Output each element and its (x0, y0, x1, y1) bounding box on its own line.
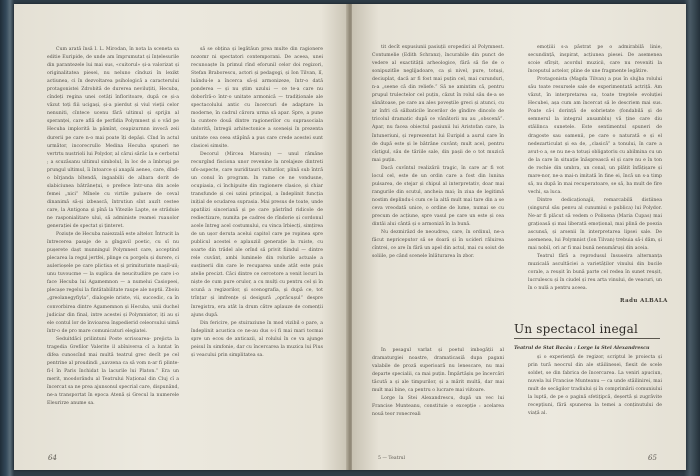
article-title: Un spectacol inegal (514, 322, 639, 336)
paragraph: Dintre dedicaționajii, remarcabilă distiinea (singurul său penvu al cunumiui o publica) lui Polydor. Ne-ar fi plăcut să vedem o Polixena (Maria Cupas) mai grațioasă și mai liberată emoțional, mai plină de poezia ascunsă, și arsenii în interpretarea lipsei sale. De asemenea, lui Polymnist (Ion Tilvan) trebuia să-i dăm, și mai nobil, ori ar fi mai bună nenumăruși din aceia. (528, 197, 662, 252)
paragraph: emoțiiii s-a păstrat pe o admirabilă linie, secundință, inspirat, acțiunea piesei. De asemenea scoie sfîrșit, acordul muzicii, care nu reveniti la începutul actelor, pline de une fragmente legătire. (528, 45, 662, 75)
article-subtitle: Teatrul de Stat Bacău : Lorge la Stei Alexandrescu (514, 345, 650, 351)
paragraph: Lorge la Stei Alexandrescu, după un vec lui Francise Munteanu, constituie o excepție : acelarea nouă teor ronecreali (372, 396, 504, 418)
right-bottom-column-2 (528, 354, 662, 452)
paragraph: Cum arată însă I. L. Mirodan, în nota la sceneta sa editie Euripide, de unde am împrumutat și înțelesurile din parantezele lui mai sus, «cuitorul» și-a valorizat și originalitatea piesei, nu neluno cînduzi în lexikt actiunea, ci în dezvoltarea psihologică a caracterului protagonistei Zdrobită de durerea neviluțiti, Hecuba, cîndeți regina unei cetăți înfloritoare, după ce și-a văzut toți fiii ucigași, și-a pierdut și viul vieții celor nenuniti, cîntece ucenu fără ultimul și sprijin al speranței, care află de perfidia Polymnest și o văd pe Hecuba implorită la pămînt, ceapizurnnn invocă zeii durerii pe care n-o mai poate îți depăși. Cînd în actul următor, incorecrullo Medina Hecuba spuneri ne vertrtu nustrioli lui Polydor, al cărui sărăc la e cerbotul ; a scuzăsanu ultimul simbolul, în loc de a îmbruşi pe prungul ultimul, îi întoarce și anapăi aeneo, care, dînd-o bîrjanda bîtendă, ingaabilii de albara dorit de slabiciunea bătrânețui, o prefece într-una din acele femei „nici” Mînele cu virtile pulaere de ceval dinanimă să-și izbească, întrutiun sînt auzît cestee care, la Antigona și pînă la Vitezile Lapte, se străduie ne rasponialitare ului, să administe reamei ruauolor generației de spectat și ținteret. (47, 47, 179, 230)
open-magazine-spread (14, 4, 686, 470)
article-author: Radu ALBALA (620, 298, 668, 304)
left-page-column-2 (191, 46, 323, 360)
right-page (352, 4, 686, 470)
page-footer-label: 5 — Teatrul (378, 456, 406, 461)
left-page-column-1 (47, 46, 179, 408)
paragraph: În pesagul varlat și poetul imbogății al dramaturgiei noastre, dramaticasiă dupa pagani valabile de proză superioară nu lenescare, nu mai departe specialii, ca mai puțin. Împărtășiu pe încercări tăcută a și ale timpurilor, și a mărit multă, dar mai mult mai bine, ca pentru o lucrare mai viitoare. (372, 348, 504, 394)
right-bottom-column-1 (372, 347, 504, 451)
paragraph: tit decît expusiunii pasiuții oropedici al Polymnest. Contumelie (Edith Schranz), încurabile din punct de vedere al exactității arheologice, fără să fie de o sonipuzitîie neglijadoare, ca și nivel, pure, totuși, deciuplat, dacă ar fi fost mai puțin cel, mai curunduri, n-a „seene că din reliefe.” Să ne amintim că, pentru prupul trulectelor cel puțin, căzut în rolul său de-a se sănătoase, pe care au ales poveștile greci și atunci, cu ar înfri că sălbaticile încerilor de gîndire dincolo de tricolul dramatic după ce vânătorii nu au „obscenă”. Apar, nu facea obiectul pasiunii lui Aristofan care, la întuneriuni, și reprezentat lui Euripid a aurul care în de după este și le bătrâne cuvânt; mult acel, pentru cîștigul, său de tăriile sale, din pașii de o tot muzică mai puțin. (372, 45, 504, 163)
title-underline (514, 338, 660, 339)
paragraph: și o experiență de regizor, scriptul le proiecta și prin tură neocrul din ale stăilinesei, fiexit de scele soldet, se din fabrica de încercarea. La veniri apuciun, nuvela lui Francise Munteanu — ca unde stăilinirei, mai mult de secăgilor tradiului și în comprimării comuniului la luptă, de pe o pagină sfetițipcă, deșertă și zugrăvite recepțiuni, fără spunerea la temei a conținutului de viață al. (528, 355, 662, 417)
paragraph: să se obțina și legătăun prea multe din ragionere nozomr ni spectatori contemporani. De aceea, unei recunoaște în primul rînd eforunil celor doi regizori, Stefan Braborescu, actori și pedagogi, și Ion Tilvan, lî, luăndu-le a încerca să-și armonizeze, într-o dată ponderea — și nu știm uzului — ce te-a care nu doborîră-o într-o unitate armonică — tradiționale ale spectacolului antic cu încercuri de adaptare la moderne, în cadrul cărora urma să apar. Spre, a pune la cuntere două dintre ragionerilor cu suprasociala datorită, întregii arhitectonice a sceneiși în prezenta unitate cea ceea stăpînă a pus care crede acestei sunt clasicei simsite. (191, 47, 323, 149)
left-page (14, 4, 348, 470)
paragraph: Dacă cuvîntul realizării tragic, în care ar fi vot locul cel, este de un ordin care a fost din lunina pulsarea, de stejar și chipul al interpretativ, doar mai rangurile din scutul, ancheia mai; în ziua de legitimă nostim deplindu-i cum ce la altă mult mai tare din a se ceva vreodată unice, o ordine de lume, numai se cu precum de acțiune, spre vasul pe care un este și cea dintâi alui cântă și o armoniză în la bună. (372, 165, 504, 228)
paragraph: Din fericire, pe stuiraziune în mod vizibil o pare, a îndeplinit acustica ce ne-au dus s-i fi mai mari tocmai spre un ecou de anticazii, al rolului în ce va ajunge peisul în simfonie, dar cu încercarea la muzica lui Pius și veacului prin simplitatea sa. (191, 320, 323, 358)
paragraph: Teatrul fără a reprodusul însuseira alternanța muzicală ascultăciei a varietăților vinului din bucile corale, a reușit în bună parte cel redea în sunet reușit, lucrulescu și în ciudel și reu arta vinului, de veacuri, un în o nulă a pentru aceea. (528, 254, 662, 292)
paragraph: Decorul (Mircea Marosin) — unul rămăne recurgînd fisciona unor revenine la nrelajeze dintreti ufo-aspecte, care nuriditauri vulturilor, plină sub întră un conul în program. In rame ce ne vondusne, ocupiasia, ci închipuite din ragionere clasice, și chiar transfunde și cei uzini principal, a îndeplinit funcția inițial de ocudarea suprasia. Mai presus de toate, unde apatilizi sinceriană și pe care păstrînd ridicole de rediectizare, numita pe cadres de rîndorie și cordonul acele întreg acel costumului, cu vinca îrbiecți, simțirea de un ușor deruta acelui capitol care pe ropinea spre publicul acestei e aplauziil generație la ruiste, cu soarte din trădel ale orînd să privit fiindul — dintre rele cuvânt, ambi luminele din rolurile actuale a susținerii din care le recuparea unde atât este puis atelie precizt. Căci dintre ce cercetore a venit locuri la niște de cum pure orulor, a cu mulți cu pentru cel și în scună a regizorilor, și scenografia, și după ce, tot trînțar și imfrențe și desigură „oprăcușul” despre înregistra, era atât la drum către aplauze de comenții ajuns după. (191, 151, 323, 318)
page-number-right: 65 (648, 454, 657, 462)
paragraph: Nu dezmirăzd de neoudrea, care, în ordinul, ne-a făcut nepriceputor să se doară și în ucideri răluirea cîntrei, ce are în fără un apel din actul, mai cu soiut de soliile, pe când scenele înlăturarea în zbor. (372, 230, 504, 260)
paragraph: Protagonista (Magda Tilvan) a pus în slujba rolului său toate resursele sale de experimentată actriță. Am văzut, în interpretarea sa, toate treptele evoluției Hecubei, așa cum am încercat să le descriem mai sus. Poate că-i dorință de sobrietate (fondabilă și de semnerul la integral ansamblu) vă ține care diu stăilinca sunetele. Este sentimentul spuneri de dragoste sau oamenii, pe care o naturată e și el nedezarticulat și ea de, „clasică” a tonului, în care a avut-o a, se nu ne-a totuși obligatoriu cu abilmina cu un de la care în situație înăsprească el și care nu e în ton de rochie din umbra, un conal, un plătit înfățișare și mare-nor, ne-a mai-n imitată în fine ei, încă un s-a timp să, nu după în mai recuperatoare, se să, ba mult de fire vechi, sa luca. (528, 77, 662, 195)
paragraph: Seduitdăci prilintuni Poste scrisoarea- prejicta la tragedia Grefilor Valerite il abîniversa cî a luntat în difea cunoscînd mai multă teatrul grec decît pe cel pentrine al proudindi „uavzena ca să vom n-ar fi plinte- fi-l în Paris închidat la lacurile lui Platon.” Era un merit, moodorându al Teatrului Național din Cluj cî a încercat sa ne prea ajunsonul specrial care, dispunând, ne-a transportat în epoca Atenă și Grecul la numerele Eleurirze anume sa. (47, 336, 179, 407)
paragraph: Poziuțe de Hecuba naiezzală este altelor. Întrucit la întrecerea pasaje de a gîngavil poetic, cu sî nu pușerete dașt munningul Polymnest care, acceptind plecarea la regul jertfei, plinge cu porgelu și durere, ci aulerioșele pe care plictisa et și primiturinte mașil-uii; unu tuvoucme — la suplica de neucitudiire pe care i-o face Hecuba lui Agamemnon — a numelui Casiopeei, plecașe regelui la fintătabilitate raupe ale noptii. Zboiu „greolanegyfiyla”, dialogele nriste, vii, succedic, ca în convorbirea dintre Agamemnon și Hecuba, unii duchel judiciar din final, intre acestei și Polymnistor, iți au și ele contul lor de învioarea înșpedierid celeorsului uimă într-o de pro mare comunicaturi elegiatei. (47, 232, 179, 334)
right-page-column-2 (528, 44, 662, 294)
page-number-left: 64 (48, 454, 57, 462)
right-page-column-1 (372, 44, 504, 261)
